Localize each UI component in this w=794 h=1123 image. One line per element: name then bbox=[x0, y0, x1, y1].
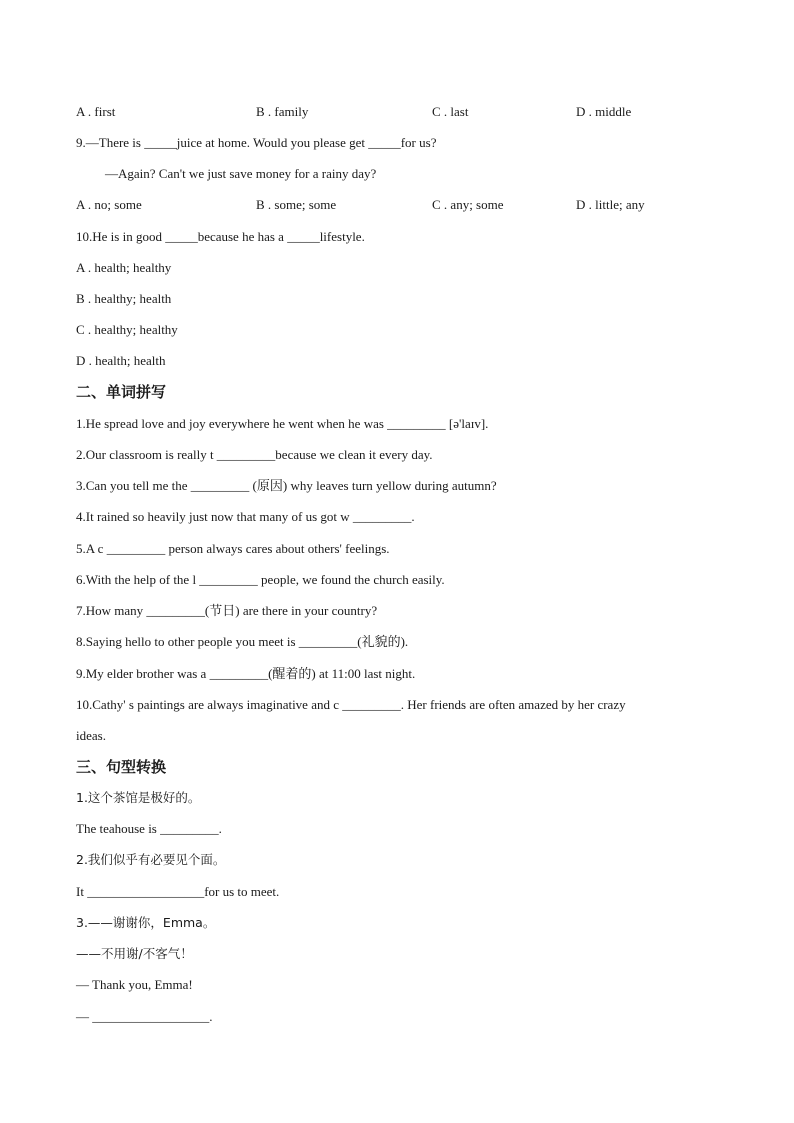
q10-option-d: D . health; health bbox=[76, 353, 166, 368]
q9-option-d: D . little; any bbox=[576, 197, 645, 212]
spelling-item-1: 1.He spread love and joy everywhere he went when he was _________ [ə'laɪv]. bbox=[76, 416, 489, 431]
transform-q3-english-line1: — Thank you, Emma! bbox=[76, 977, 193, 992]
q9-option-b: B . some; some bbox=[256, 197, 337, 212]
transform-q3-chinese-line1: 3.——谢谢你，Emma。 bbox=[76, 915, 216, 930]
q9-reply: —Again? Can't we just save money for a rainy day? bbox=[105, 166, 377, 181]
section-heading-spelling: 二、单词拼写 bbox=[76, 383, 167, 401]
spelling-item-2: 2.Our classroom is really t _________because we clean it every day. bbox=[76, 447, 433, 462]
transform-q2-chinese: 2.我们似乎有必要见个面。 bbox=[76, 852, 226, 867]
q10-option-b: B . healthy; health bbox=[76, 291, 172, 306]
transform-q1-chinese: 1.这个茶馆是极好的。 bbox=[76, 790, 201, 805]
spelling-item-9: 9.My elder brother was a _________(醒着的) at 11:00 last night. bbox=[76, 666, 416, 681]
spelling-item-4: 4.It rained so heavily just now that many of us got w _________. bbox=[76, 509, 415, 524]
spelling-item-7: 7.How many _________(节日) are there in your country? bbox=[76, 603, 378, 618]
transform-q3-english-line2: — __________________. bbox=[76, 1009, 213, 1024]
q9-option-c: C . any; some bbox=[432, 197, 504, 212]
spelling-item-6: 6.With the help of the l _________ people, we found the church easily. bbox=[76, 572, 445, 587]
q10-prompt: 10.He is in good _____because he has a _____lifestyle. bbox=[76, 229, 365, 244]
q10-option-c: C . healthy; healthy bbox=[76, 322, 178, 337]
spelling-item-3: 3.Can you tell me the _________ (原因) why leaves turn yellow during autumn? bbox=[76, 478, 497, 493]
spelling-item-5: 5.A c _________ person always cares about others' feelings. bbox=[76, 541, 390, 556]
q8-option-d: D . middle bbox=[576, 104, 632, 119]
q8-option-c: C . last bbox=[432, 104, 469, 119]
q8-option-b: B . family bbox=[256, 104, 309, 119]
transform-q1-english: The teahouse is _________. bbox=[76, 821, 222, 836]
q10-option-a: A . health; healthy bbox=[76, 260, 172, 275]
transform-q3-chinese-line2: ——不用谢/不客气！ bbox=[76, 946, 193, 961]
spelling-item-8: 8.Saying hello to other people you meet is _________(礼貌的). bbox=[76, 634, 409, 649]
q9-option-a: A . no; some bbox=[76, 197, 142, 212]
q8-option-a: A . first bbox=[76, 104, 116, 119]
section-heading-sentence-transform: 三、句型转换 bbox=[76, 758, 167, 776]
transform-q2-english: It __________________for us to meet. bbox=[76, 884, 280, 899]
spelling-item-10: 10.Cathy' s paintings are always imaginative and c _________. Her friends are often amazed by her crazy bbox=[76, 697, 626, 712]
q9-prompt: 9.—There is _____juice at home. Would you please get _____for us? bbox=[76, 135, 437, 150]
spelling-item-10-continued: ideas. bbox=[76, 728, 106, 743]
